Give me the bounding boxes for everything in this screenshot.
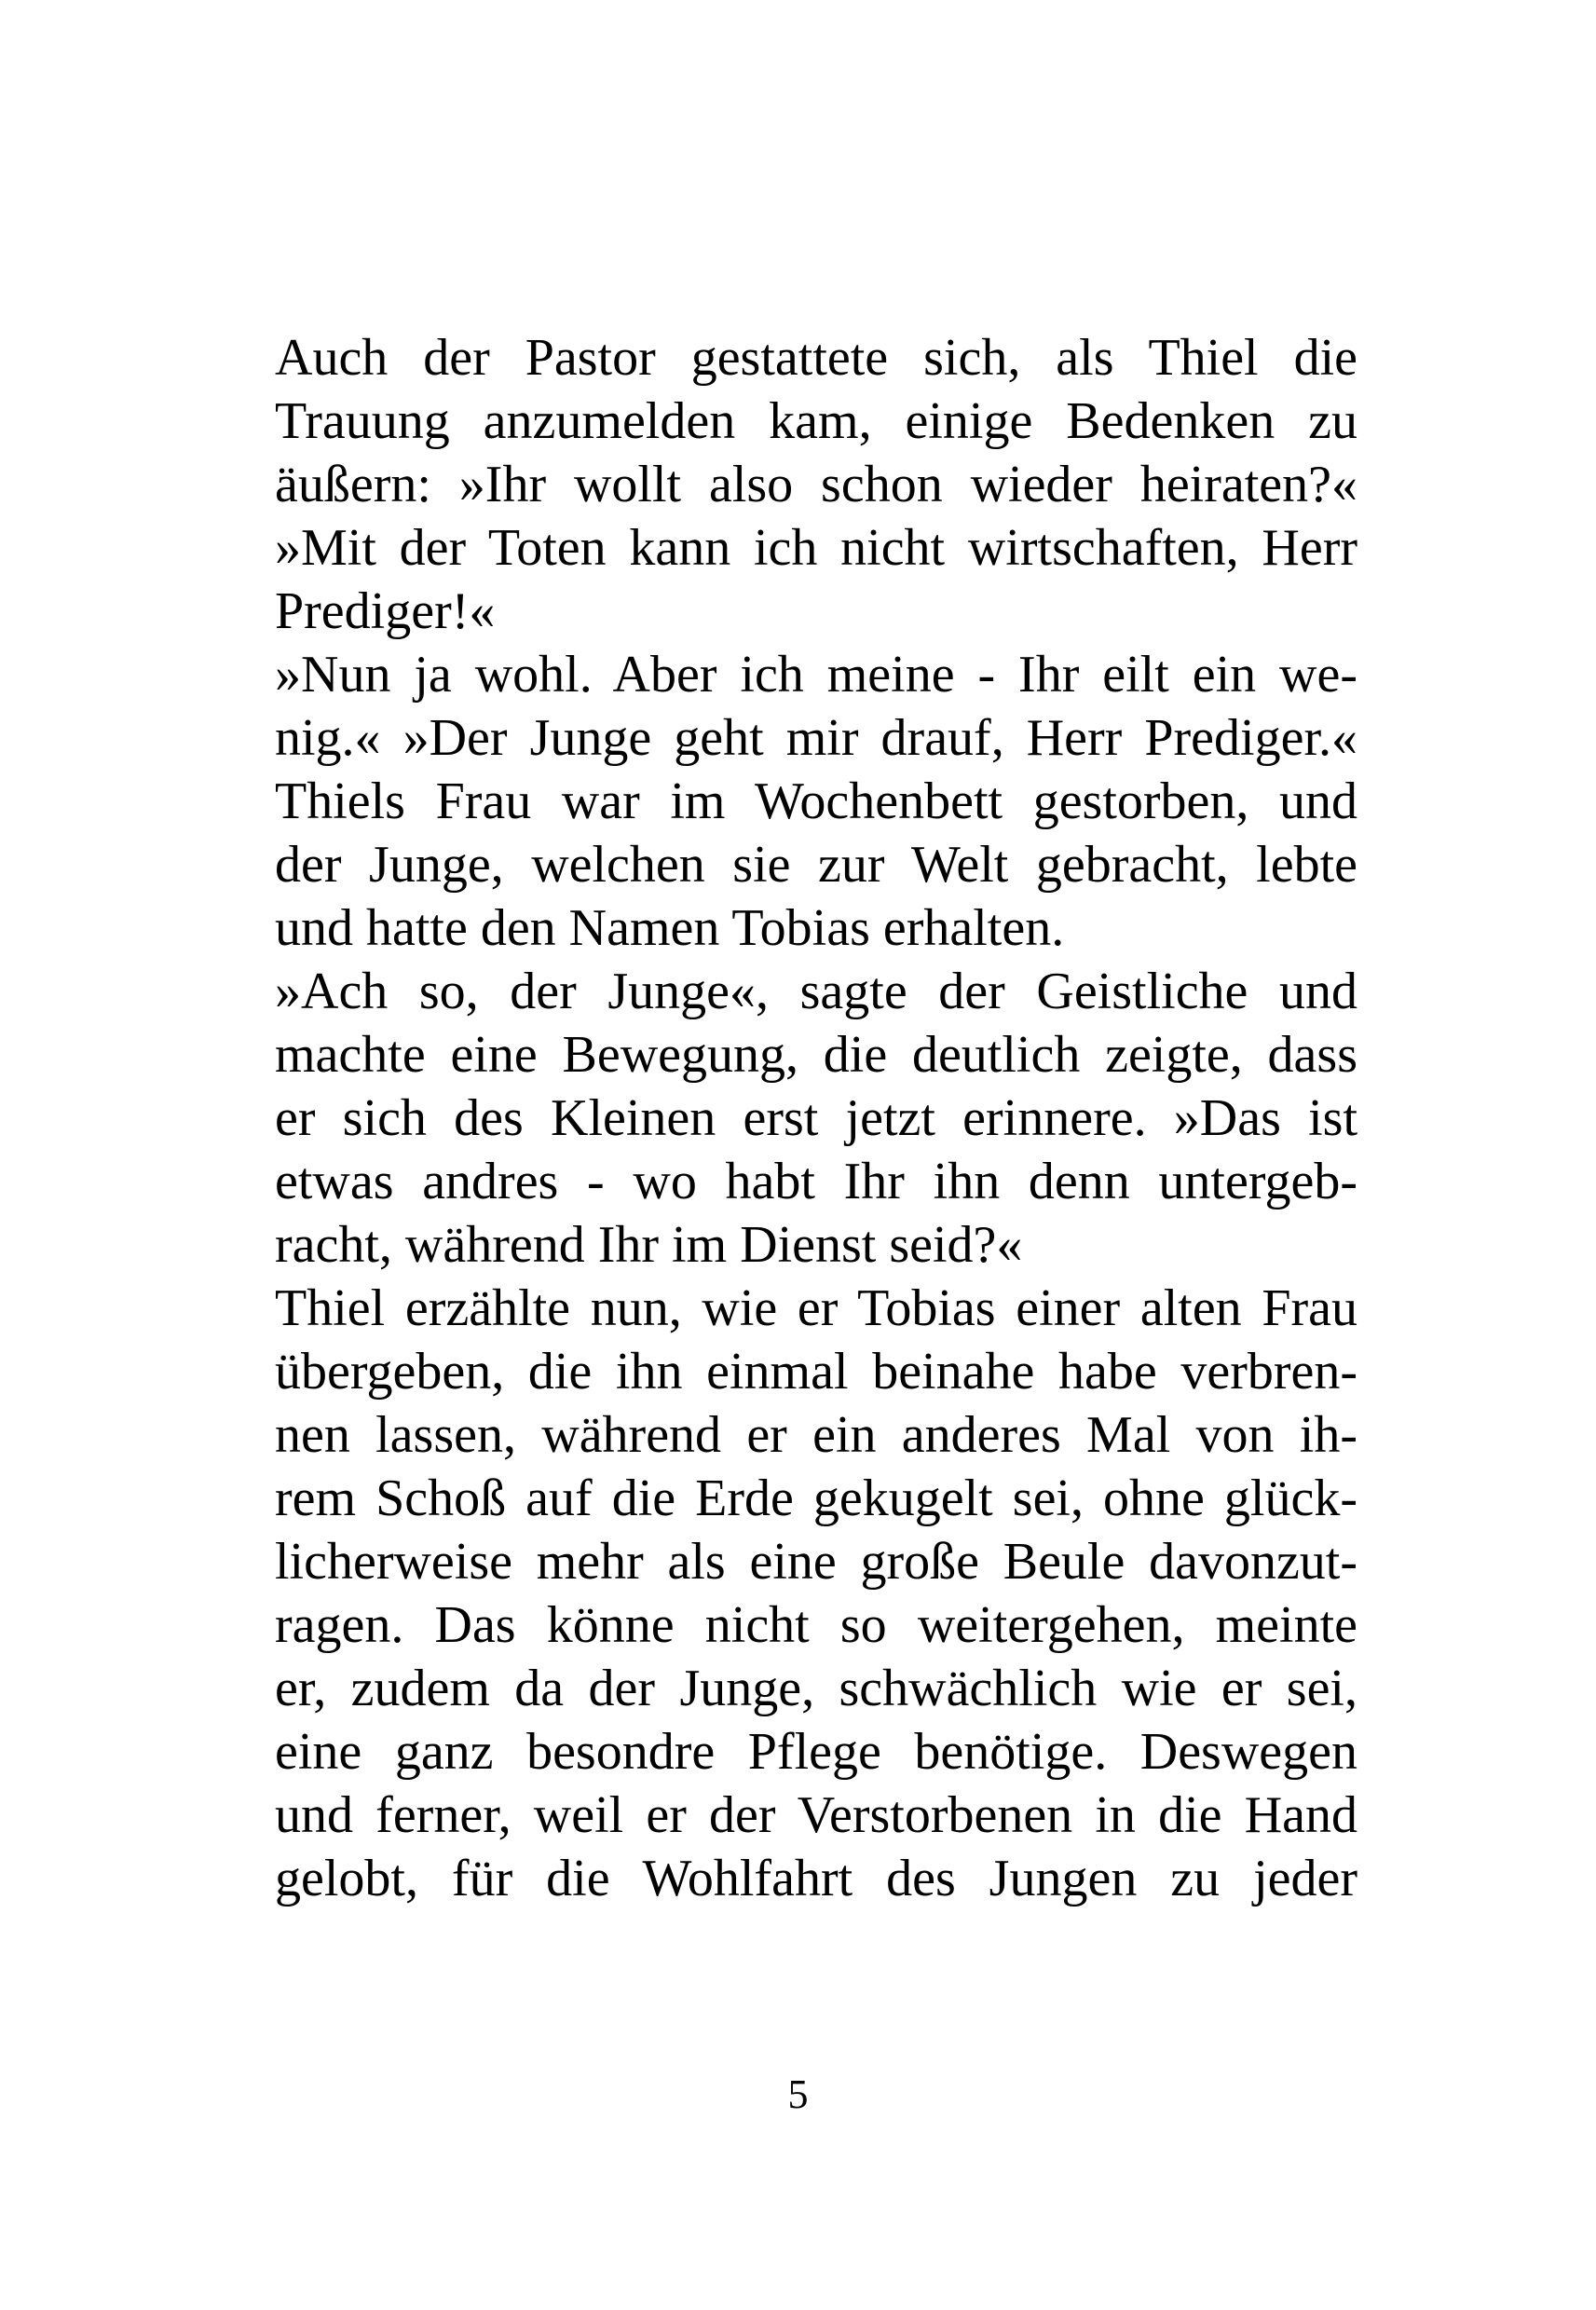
text-line: Auch der Pastor gestattete sich, als Thiel die <box>275 329 1357 387</box>
text-line: nig.« »Der Junge geht mir drauf, Herr Prediger.« <box>275 709 1357 767</box>
text-line: und hatte den Namen Tobias erhalten. <box>275 899 1065 957</box>
page-number: 5 <box>787 2071 809 2117</box>
text-line: Thiels Frau war im Wochenbett gestorben, und <box>275 772 1357 830</box>
text-line: etwas andres - wo habt Ihr ihn denn untergeb- <box>275 1153 1357 1210</box>
text-line: Prediger!« <box>275 582 496 640</box>
text-line: eine ganz besondre Pflege benötige. Deswegen <box>275 1723 1357 1781</box>
text-line: übergeben, die ihn einmal beinahe habe verbren- <box>275 1343 1357 1401</box>
text-line: rem Schoß auf die Erde gekugelt sei, ohne glück- <box>275 1469 1357 1527</box>
text-line: »Mit der Toten kann ich nicht wirtschaften, Herr <box>275 519 1357 577</box>
body-text <box>275 326 1357 1910</box>
text-line: er sich des Kleinen erst jetzt erinnere. »Das ist <box>275 1089 1357 1147</box>
text-line: äußern: »Ihr wollt also schon wieder heiraten?« <box>275 456 1357 513</box>
text-line: racht, während Ihr im Dienst seid?« <box>275 1216 1023 1274</box>
text-line: »Ach so, der Junge«, sagte der Geistliche und <box>275 963 1357 1020</box>
text-line: Trauung anzumelden kam, einige Bedenken zu <box>275 392 1357 450</box>
text-line: der Junge, welchen sie zur Welt gebracht, lebte <box>275 836 1357 894</box>
text-line: nen lassen, während er ein anderes Mal von ih- <box>275 1406 1357 1464</box>
text-line: er, zudem da der Junge, schwächlich wie er sei, <box>275 1660 1357 1717</box>
text-line: und ferner, weil er der Verstorbenen in die Hand <box>275 1786 1357 1844</box>
text-line: Thiel erzählte nun, wie er Tobias einer alten Frau <box>275 1279 1357 1337</box>
text-line: machte eine Bewegung, die deutlich zeigte, dass <box>275 1026 1357 1084</box>
text-line: ragen. Das könne nicht so weitergehen, meinte <box>275 1596 1357 1654</box>
text-line: licherweise mehr als eine große Beule davonzut- <box>275 1533 1357 1591</box>
text-line: gelobt, für die Wohlfahrt des Jungen zu jeder <box>275 1850 1357 1907</box>
text-line: »Nun ja wohl. Aber ich meine - Ihr eilt ein we- <box>275 646 1357 704</box>
